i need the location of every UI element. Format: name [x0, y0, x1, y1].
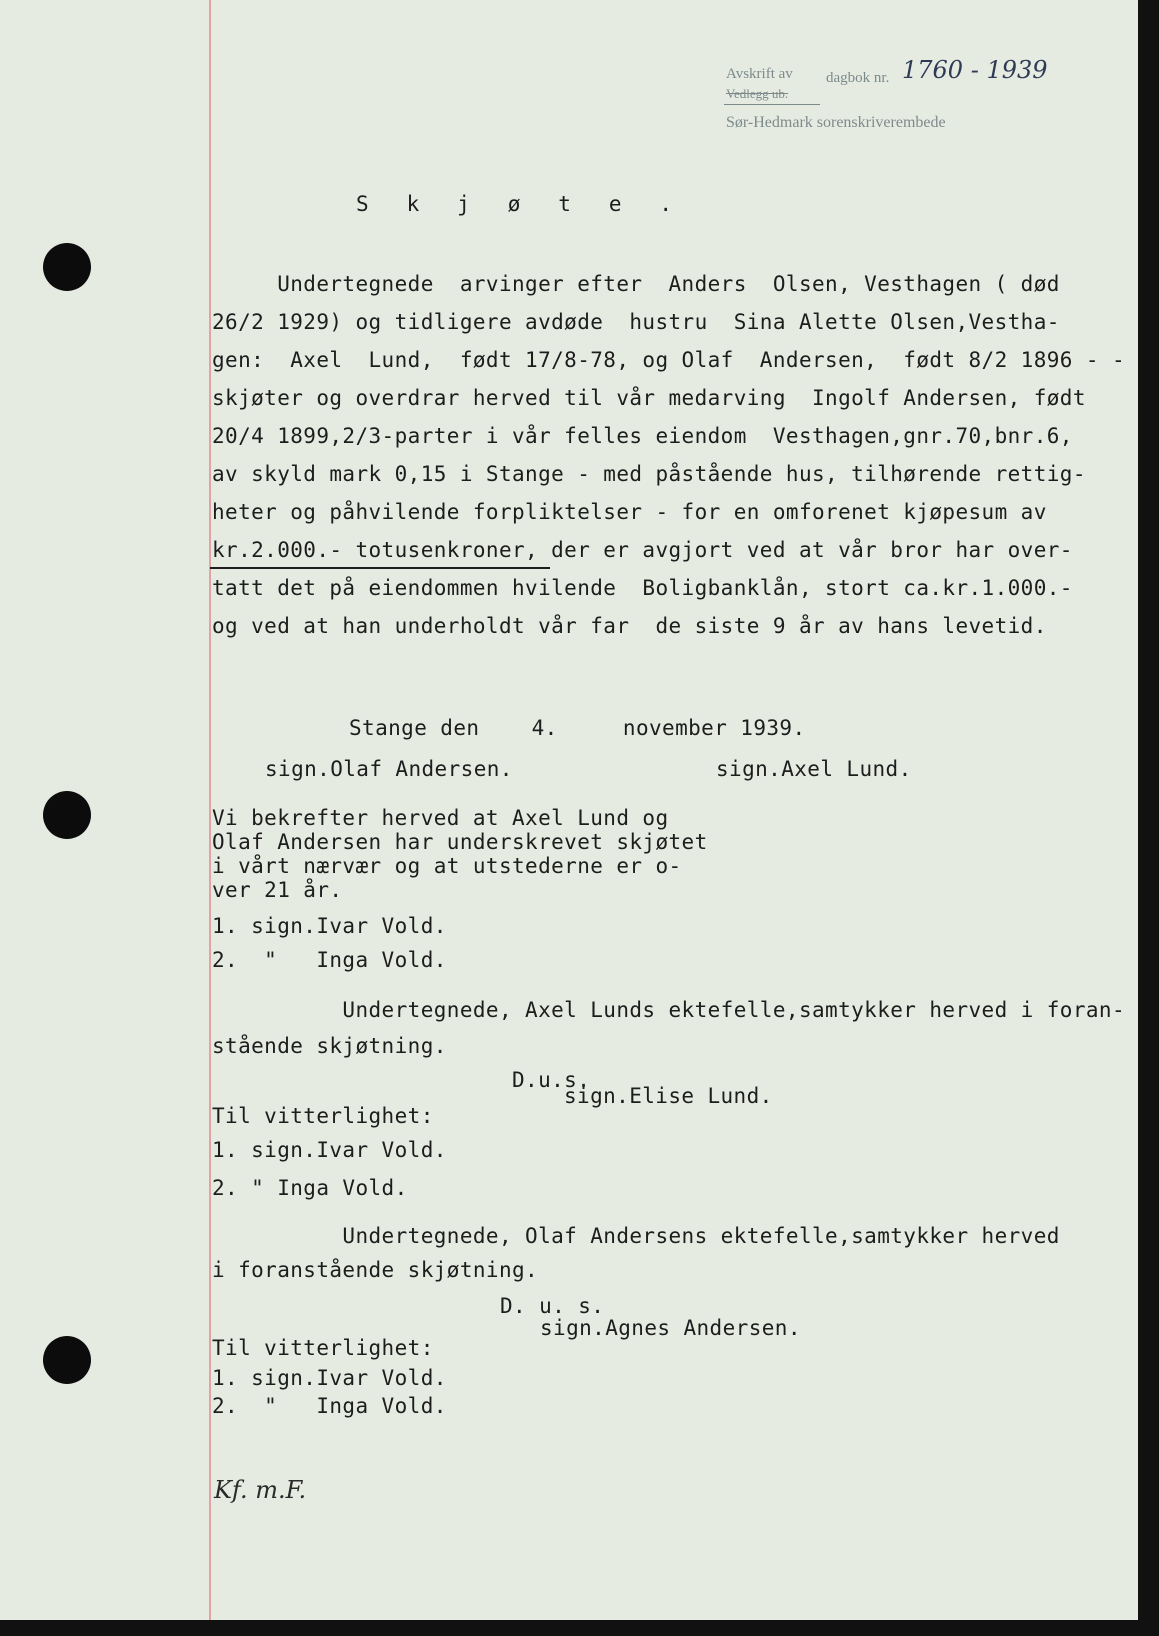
margin-rule — [209, 0, 211, 1620]
body-line: 26/2 1929) og tidligere avdøde hustru Sina Alette Olsen,Vestha- — [212, 310, 1060, 334]
confirm-line: ver 21 år. — [212, 878, 343, 902]
witness-line: 2. " Inga Vold. — [212, 1394, 447, 1418]
til-vitterlighet: Til vitterlighet: — [212, 1336, 434, 1360]
witness-line: 1. sign.Ivar Vold. — [212, 1138, 447, 1162]
confirm-line: Olaf Andersen har underskrevet skjøtet — [212, 830, 708, 854]
confirm-line: i vårt nærvær og at utstederne er o- — [212, 854, 682, 878]
consent-line: Undertegnede, Axel Lunds ektefelle,samtykker herved i foran- — [212, 998, 1126, 1022]
body-line: kr.2.000.- totusenkroner, der er avgjort ved at vår bror har over- — [212, 538, 1073, 562]
signature-elise: sign.Elise Lund. — [564, 1084, 773, 1108]
consent-line: i foranstående skjøtning. — [212, 1258, 539, 1282]
signature-olaf: sign.Olaf Andersen. — [265, 757, 513, 781]
amount-underline — [210, 567, 550, 569]
handwritten-initials: Kf. m.F. — [214, 1476, 307, 1504]
body-line: og ved at han underholdt vår far de siste 9 år av hans levetid. — [212, 614, 1047, 638]
date-line: Stange den 4. november 1939. — [349, 716, 806, 740]
witness-line: 1. sign.Ivar Vold. — [212, 914, 447, 938]
punch-hole — [43, 1336, 91, 1384]
confirm-line: Vi bekrefter herved at Axel Lund og — [212, 806, 669, 830]
body-line: 20/4 1899,2/3-parter i vår felles eiendom Vesthagen,gnr.70,bnr.6, — [212, 424, 1073, 448]
consent-line: Undertegnede, Olaf Andersens ektefelle,samtykker herved — [212, 1224, 1060, 1248]
body-line: heter og påhvilende forpliktelser - for en omforenet kjøpesum av — [212, 500, 1047, 524]
dagbok-number: 1760 - 1939 — [902, 56, 1048, 84]
consent-line: stående skjøtning. — [212, 1034, 447, 1058]
dus-line: D. u. s. — [500, 1294, 605, 1318]
stamp-dagbok-label: dagbok nr. — [826, 70, 890, 86]
body-line: av skyld mark 0,15 i Stange - med påstående hus, tilhørende rettig- — [212, 462, 1086, 486]
signature-agnes: sign.Agnes Andersen. — [540, 1316, 801, 1340]
witness-line: 2. " Inga Vold. — [212, 1176, 408, 1200]
stamp-office: Sør-Hedmark sorenskriverembede — [726, 114, 946, 131]
body-line: Undertegnede arvinger efter Anders Olsen, Vesthagen ( død — [212, 272, 1060, 296]
witness-line: 2. " Inga Vold. — [212, 948, 447, 972]
dus-line: D.u.s. — [512, 1068, 591, 1092]
witness-line: 1. sign.Ivar Vold. — [212, 1366, 447, 1390]
til-vitterlighet: Til vitterlighet: — [212, 1104, 434, 1128]
stamp-vedlegg-struck: Vedlegg ub. — [726, 86, 789, 101]
body-line: tatt det på eiendommen hvilende Boligbanklån, stort ca.kr.1.000.- — [212, 576, 1073, 600]
stamp-underline — [724, 104, 820, 105]
body-line: gen: Axel Lund, født 17/8-78, og Olaf Andersen, født 8/2 1896 - - — [212, 348, 1126, 372]
body-line: skjøter og overdrar herved til vår medarving Ingolf Andersen, født — [212, 386, 1086, 410]
punch-hole — [43, 791, 91, 839]
punch-hole — [43, 243, 91, 291]
signature-axel: sign.Axel Lund. — [716, 757, 912, 781]
document-title: S k j ø t e . — [356, 192, 673, 216]
stamp-avskrift: Avskrift av — [726, 66, 793, 82]
